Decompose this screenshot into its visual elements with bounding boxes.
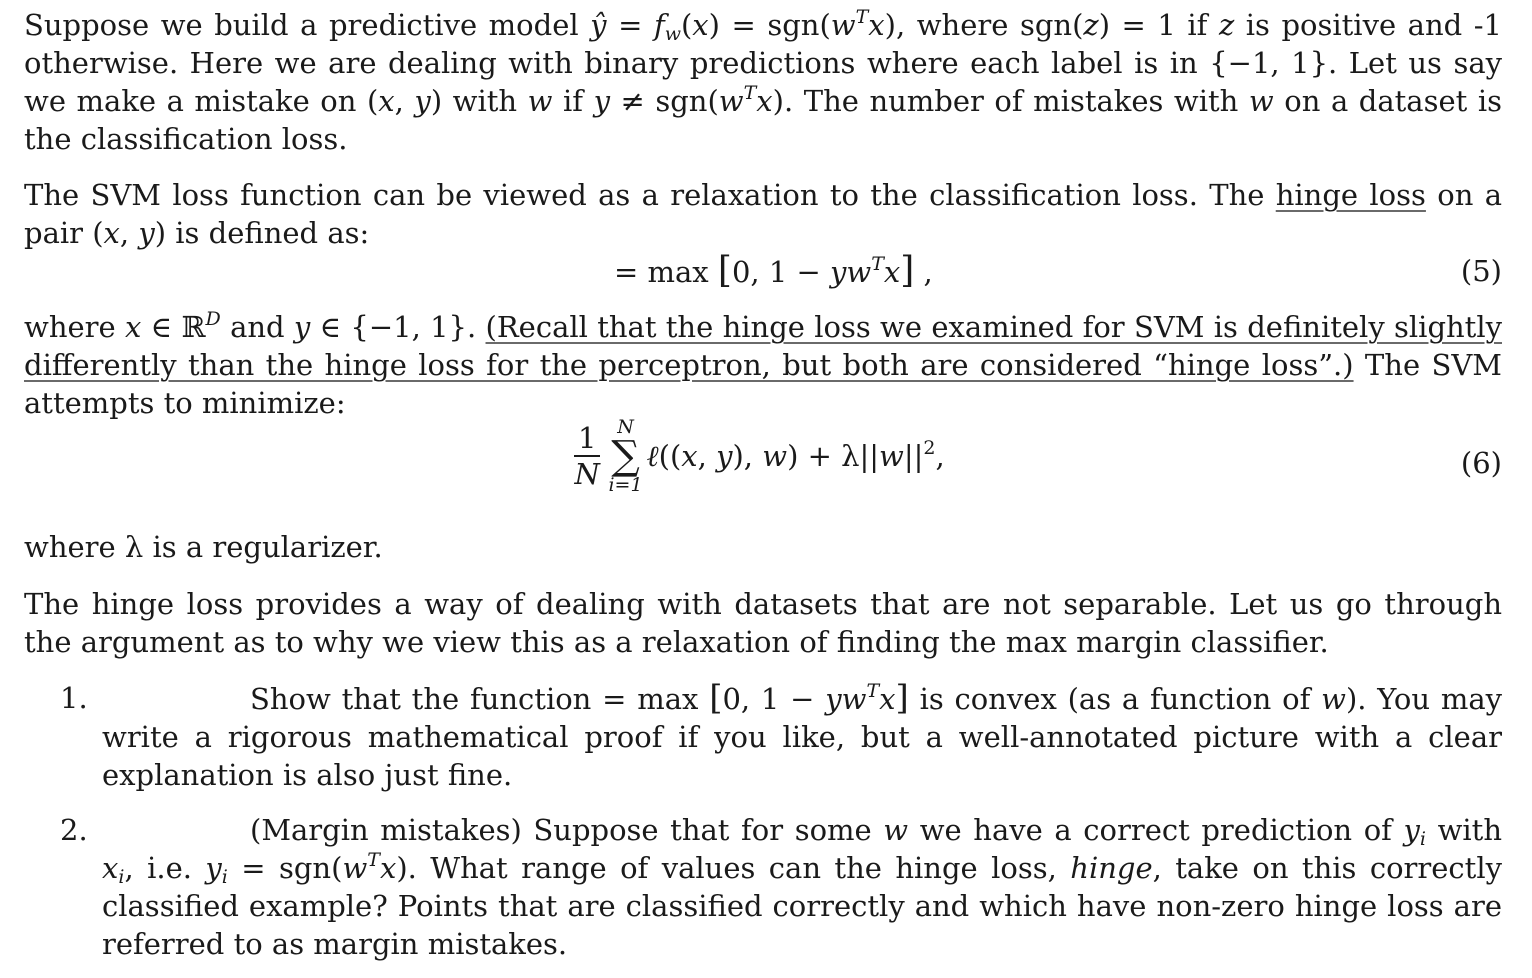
math-var: w bbox=[883, 813, 909, 847]
paragraph-hinge-argument bbox=[24, 585, 1502, 661]
math-sup: T bbox=[871, 253, 884, 275]
math-var: y bbox=[205, 851, 222, 885]
equation-6 bbox=[24, 416, 1502, 516]
math-var: f bbox=[653, 8, 665, 42]
list-item-2 bbox=[24, 811, 1502, 963]
text: 0, 1 − bbox=[731, 255, 831, 289]
math-var: w bbox=[342, 851, 368, 885]
text: , bbox=[119, 216, 139, 250]
text: ) = sgn( bbox=[708, 8, 831, 42]
text: ∈ ℝ bbox=[141, 310, 206, 344]
math-var: y bbox=[830, 255, 847, 289]
sigma-symbol: ∑ bbox=[611, 433, 640, 479]
bracket: [ bbox=[709, 678, 723, 718]
math-var: x bbox=[378, 84, 395, 118]
math-var: y bbox=[293, 310, 311, 344]
math-sup: D bbox=[205, 308, 221, 330]
text: where bbox=[24, 310, 125, 344]
text: Suppose we build a predictive model bbox=[24, 8, 591, 42]
text: ) = 1 if bbox=[1098, 8, 1219, 42]
math-var: y bbox=[1403, 813, 1420, 847]
math-var: y bbox=[716, 439, 733, 473]
denominator: N bbox=[574, 457, 600, 491]
text: where λ is a regularizer. bbox=[24, 530, 383, 564]
math-var: z bbox=[1218, 8, 1235, 42]
text: we have a correct prediction of bbox=[908, 813, 1404, 847]
fraction bbox=[574, 421, 600, 491]
math-var: y bbox=[414, 84, 431, 118]
text: is convex (as a function of bbox=[908, 682, 1322, 716]
math-var: hinge bbox=[1070, 851, 1153, 885]
math-sup: 2 bbox=[923, 437, 936, 459]
math-sub: i bbox=[118, 866, 125, 888]
math-var: x bbox=[692, 8, 709, 42]
equation-number: (5) bbox=[1460, 254, 1502, 288]
text: and bbox=[220, 310, 294, 344]
math-var: w bbox=[830, 8, 856, 42]
paragraph-regularizer bbox=[24, 528, 1502, 566]
math-sup: T bbox=[743, 82, 757, 104]
math-var: w bbox=[1248, 84, 1274, 118]
text: = bbox=[606, 8, 654, 42]
sum-lower: i=1 bbox=[608, 474, 643, 496]
math-var: ŷ bbox=[590, 8, 607, 42]
text: The hinge loss provides a way of dealing with datasets that are not separable. Let us go through the argument as to why we view this as a relaxation of finding the max margin classifier. bbox=[24, 587, 1502, 659]
equation-body bbox=[574, 416, 945, 496]
paragraph-where-x-in-rd bbox=[24, 308, 1502, 422]
text: The SVM loss function can be viewed as a relaxation to the classification loss. The bbox=[24, 178, 1276, 212]
recall-note-link[interactable]: (Recall that the hinge loss we examined for SVM is definitely slightly differently than the hinge loss for the perceptron, but both are considered “hinge loss”.) bbox=[24, 310, 1502, 382]
math-sup: T bbox=[866, 680, 880, 702]
list-marker: 1. bbox=[60, 681, 88, 715]
math-var: w bbox=[1321, 682, 1346, 716]
math-var: y bbox=[138, 216, 155, 250]
text: ( bbox=[680, 8, 693, 42]
text: ) is defined as: bbox=[154, 216, 370, 250]
math-var: w bbox=[527, 84, 553, 118]
math-var: z bbox=[1083, 8, 1099, 42]
text: , bbox=[935, 439, 945, 473]
math-var: x bbox=[103, 216, 120, 250]
math-var: w bbox=[762, 439, 788, 473]
math-sub: i bbox=[221, 866, 228, 888]
text: , bbox=[914, 255, 933, 289]
list-marker: 2. bbox=[60, 813, 88, 847]
text: (( bbox=[658, 439, 682, 473]
bracket: [ bbox=[717, 250, 732, 291]
summand bbox=[647, 439, 945, 473]
bracket: ] bbox=[900, 250, 915, 291]
math-var: x bbox=[379, 851, 397, 885]
math-var: y bbox=[825, 682, 842, 716]
paragraph-predictive-model bbox=[24, 6, 1502, 158]
text: on a pair ( bbox=[24, 178, 1502, 250]
math-sup: T bbox=[855, 6, 869, 28]
text: ≠ sgn( bbox=[609, 84, 719, 118]
text: ) with bbox=[430, 84, 528, 118]
sum-upper: N bbox=[617, 416, 634, 438]
text: with bbox=[1425, 813, 1502, 847]
list-item-text bbox=[102, 811, 1502, 963]
math-var: w bbox=[879, 439, 904, 473]
text: The SVM attempts to minimize: bbox=[24, 348, 1502, 420]
math-var: x bbox=[868, 8, 885, 42]
math-sub: w bbox=[664, 23, 681, 45]
list-item-1 bbox=[24, 679, 1502, 794]
text: , bbox=[394, 84, 415, 118]
math-var: w bbox=[846, 255, 872, 289]
text: = sgn( bbox=[227, 851, 343, 885]
numerator: 1 bbox=[574, 421, 600, 457]
text: ). The number of mistakes with bbox=[772, 84, 1249, 118]
text: (Margin mistakes) Suppose that for some bbox=[250, 813, 884, 847]
text: Show that the function = max bbox=[250, 682, 710, 716]
text: = max bbox=[614, 255, 718, 289]
math-var: y bbox=[593, 84, 610, 118]
text: ∈ {−1, 1}. bbox=[310, 310, 486, 344]
math-sup: T bbox=[367, 849, 380, 871]
text: if bbox=[552, 84, 594, 118]
math-var: w bbox=[718, 84, 744, 118]
text: || bbox=[903, 439, 924, 473]
math-var: w bbox=[841, 682, 867, 716]
text: ), bbox=[732, 439, 763, 473]
math-var: x bbox=[883, 255, 901, 289]
text: , take on this correctly classified example? Points that are classified correctly and which have non-zero hinge loss are referred to as margin mistakes. bbox=[102, 851, 1502, 961]
text: ). What range of values can the hinge loss, bbox=[396, 851, 1071, 885]
bracket: ] bbox=[895, 678, 909, 718]
math-var: x bbox=[756, 84, 773, 118]
math-var: x bbox=[102, 851, 119, 885]
math-var: ℓ bbox=[646, 439, 659, 473]
math-var: x bbox=[681, 439, 698, 473]
text: is positive and -1 otherwise. Here we are dealing with binary predictions where each label is in {−1, 1}. Let us say we make a mistake on ( bbox=[24, 8, 1502, 118]
math-sub: i bbox=[1419, 828, 1426, 850]
text: ) + λ|| bbox=[787, 439, 880, 473]
text: , i.e. bbox=[124, 851, 206, 885]
list-item-text bbox=[102, 679, 1502, 794]
equation-5 bbox=[24, 252, 1502, 292]
paragraph-svm-loss bbox=[24, 176, 1502, 252]
math-var: x bbox=[879, 682, 896, 716]
text: ), where sgn( bbox=[884, 8, 1084, 42]
equation-body bbox=[614, 252, 933, 291]
equation-number: (6) bbox=[1460, 446, 1502, 480]
math-var: x bbox=[125, 310, 142, 344]
text: , bbox=[697, 439, 717, 473]
summation bbox=[608, 416, 642, 496]
text: on a dataset is the classification loss. bbox=[24, 84, 1502, 156]
hinge-loss-link[interactable]: hinge loss bbox=[1275, 178, 1426, 212]
text: 0, 1 − bbox=[722, 682, 826, 716]
text: ). You may write a rigorous mathematical proof if you like, but a well-annotated picture with a clear explanation is also just fine. bbox=[102, 682, 1503, 792]
